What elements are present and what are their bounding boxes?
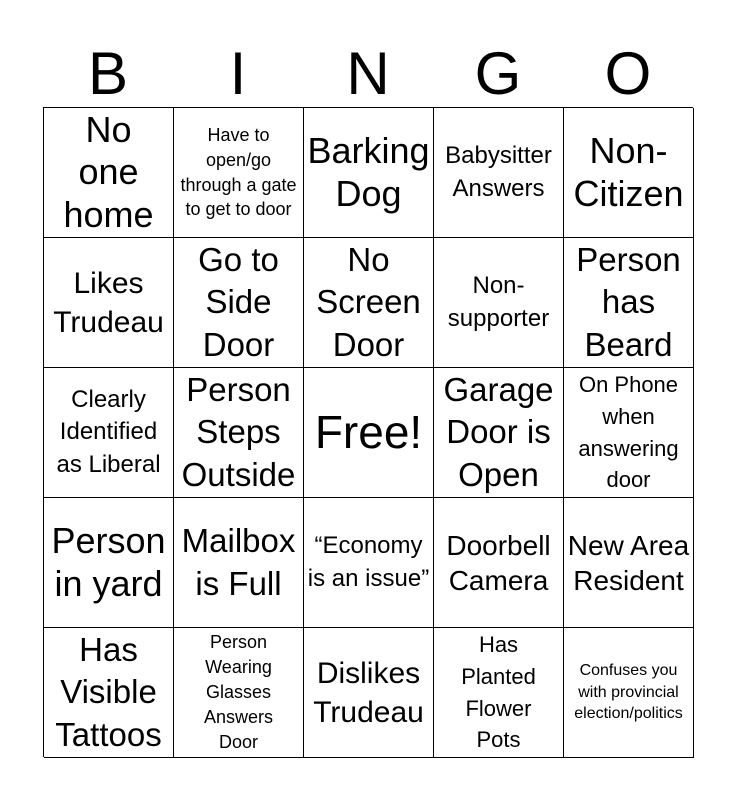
header-letter-g: G <box>474 40 522 107</box>
bingo-cell-text: No Screen Door <box>316 241 421 363</box>
bingo-cell[interactable] <box>174 498 304 628</box>
bingo-cell-text: Non-supporter <box>447 272 550 332</box>
bingo-header <box>43 40 693 108</box>
bingo-cell[interactable] <box>564 368 694 498</box>
bingo-cell[interactable] <box>564 108 694 238</box>
bingo-cell-text: Dislikes Trudeau <box>313 656 424 729</box>
bingo-cell-text: No one home <box>63 108 154 235</box>
bingo-cell[interactable] <box>434 368 564 498</box>
bingo-cell[interactable] <box>44 628 174 758</box>
bingo-cell-text: Babysitter Answers <box>445 142 552 202</box>
bingo-cell-text: Person in yard <box>51 520 166 604</box>
bingo-board <box>43 107 693 757</box>
bingo-cell[interactable] <box>304 628 434 758</box>
bingo-cell-text: Person Steps Outside <box>181 371 296 493</box>
bingo-cell[interactable] <box>434 628 564 758</box>
free-space-text: Free! <box>314 406 423 459</box>
bingo-cell-text: Have to open/go through a gate to get to door <box>180 124 297 220</box>
bingo-cell-text: Has Planted Flower Pots <box>461 631 536 753</box>
bingo-cell[interactable] <box>174 108 304 238</box>
bingo-cell-text: “Economy is an issue” <box>307 532 430 592</box>
bingo-cell[interactable] <box>174 628 304 758</box>
bingo-cell-text: Go to Side Door <box>198 241 279 363</box>
free-space[interactable] <box>304 368 434 498</box>
bingo-cell[interactable] <box>434 498 564 628</box>
bingo-cell-text: Likes Trudeau <box>53 266 164 339</box>
bingo-cell[interactable] <box>434 238 564 368</box>
bingo-cell[interactable] <box>304 108 434 238</box>
bingo-cell-text: Mailbox is Full <box>181 522 296 602</box>
bingo-cell-text: New Area Resident <box>567 529 690 596</box>
bingo-cell[interactable] <box>304 498 434 628</box>
bingo-cell-text: Person Wearing Glasses Answers Door <box>203 632 274 752</box>
header-letter-i: I <box>229 40 247 107</box>
bingo-cell-text: On Phone when answering door <box>578 371 679 493</box>
bingo-cell[interactable] <box>44 108 174 238</box>
bingo-cell[interactable] <box>564 238 694 368</box>
bingo-cell-text: Garage Door is Open <box>443 371 554 493</box>
header-letter-n: N <box>346 40 390 107</box>
bingo-cell-text: Has Visible Tattoos <box>55 631 162 753</box>
bingo-cell[interactable] <box>44 368 174 498</box>
header-letter-b: B <box>87 40 129 107</box>
bingo-cell-text: Non-Citizen <box>573 130 684 214</box>
bingo-cell[interactable] <box>304 238 434 368</box>
bingo-cell-text: Person has Beard <box>576 241 681 363</box>
bingo-cell[interactable] <box>44 238 174 368</box>
bingo-cell[interactable] <box>564 628 694 758</box>
bingo-cell[interactable] <box>174 368 304 498</box>
bingo-cell-text: Confuses you with provincial election/politics <box>574 662 683 723</box>
bingo-cell[interactable] <box>174 238 304 368</box>
bingo-cell[interactable] <box>434 108 564 238</box>
header-letter-o: O <box>604 40 652 107</box>
bingo-cell-text: Doorbell Camera <box>446 529 551 596</box>
bingo-cell[interactable] <box>44 498 174 628</box>
bingo-cell[interactable] <box>564 498 694 628</box>
bingo-cell-text: Clearly Identified as Liberal <box>56 385 161 478</box>
bingo-cell-text: Barking Dog <box>307 130 430 214</box>
